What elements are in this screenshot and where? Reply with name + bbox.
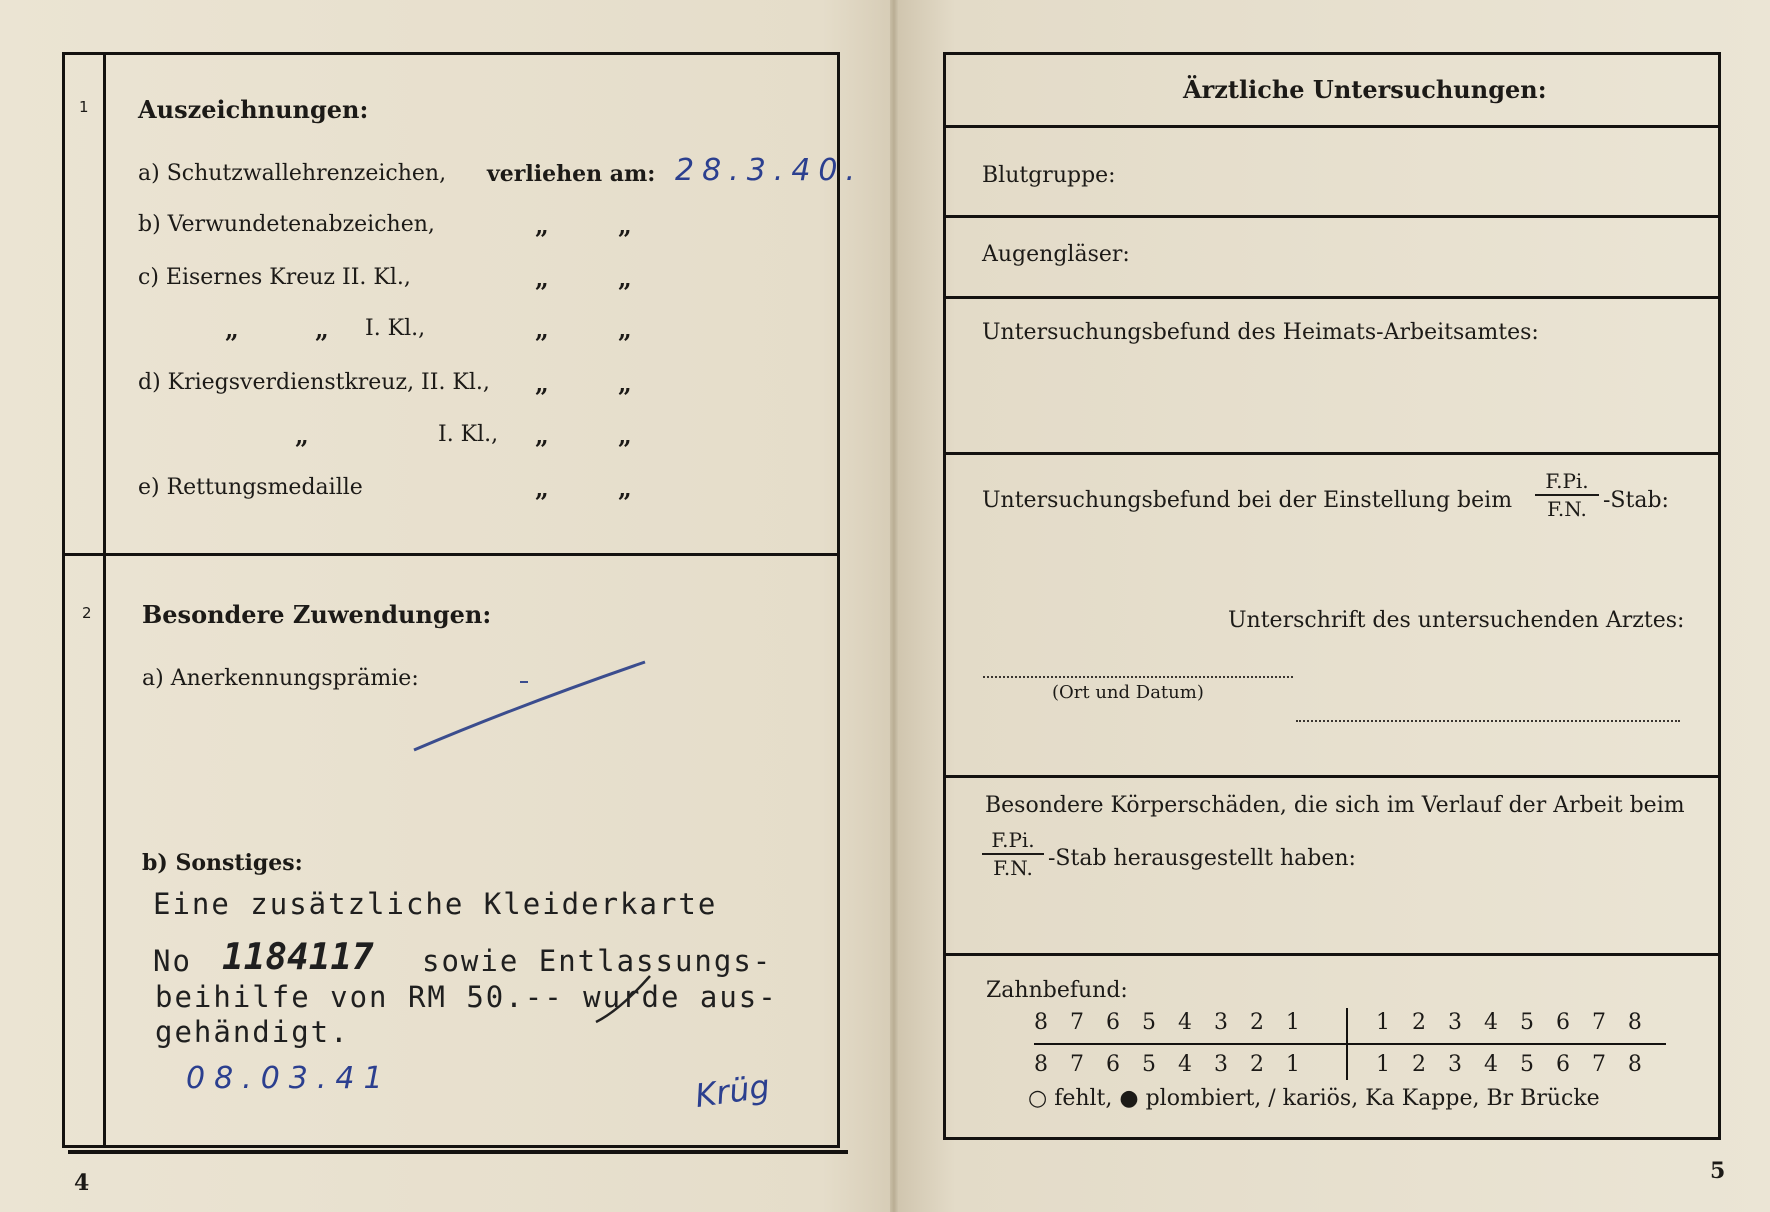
- special-allowances-heading: Besondere Zuwendungen:: [142, 600, 492, 629]
- award-row-a: a) Schutzwallehrenzeichen,: [138, 161, 447, 186]
- hiring-finding-label: Untersuchungsbefund bei der Einstellung beim: [982, 488, 1513, 513]
- fraction-bottom: F.N.: [993, 856, 1033, 880]
- recognition-bonus-label: a) Anerkennungsprämie:: [142, 666, 419, 691]
- ditto-mark: „: [535, 369, 549, 398]
- right-divider-5: [943, 775, 1721, 778]
- ditto-mark: „: [618, 474, 632, 503]
- glasses-label: Augengläser:: [982, 242, 1130, 267]
- injuries-label-line-1: Besondere Körperschäden, die sich im Verlauf der Arbeit beim: [985, 793, 1685, 818]
- left-number-column-divider: [103, 52, 106, 1148]
- ditto-mark: „: [295, 421, 309, 450]
- section-1-number: 1: [79, 98, 89, 116]
- handwritten-signature: Krüg: [692, 1066, 773, 1116]
- fraction-top: F.Pi.: [1545, 469, 1589, 493]
- award-row-c-first-class: I. Kl.,: [365, 316, 426, 341]
- handwritten-date: 08.03.41: [186, 1061, 392, 1096]
- teeth-vertical-rule: [1346, 1008, 1348, 1080]
- upper-teeth-left: 8 7 6 5 4 3 2 1: [1034, 1010, 1300, 1035]
- ditto-mark: „: [618, 421, 632, 450]
- right-divider-4: [943, 452, 1721, 455]
- typed-line-3: beihilfe von RM 50.-- wurde aus-: [155, 980, 778, 1014]
- typed-line-2: sowie Entlassungs-: [422, 944, 773, 978]
- fraction-bottom: F.N.: [1547, 497, 1587, 521]
- ditto-mark: „: [225, 315, 239, 344]
- fraction-bar: [982, 853, 1044, 855]
- ditto-mark: „: [618, 264, 632, 293]
- award-row-c: c) Eisernes Kreuz II. Kl.,: [138, 265, 411, 290]
- ditto-mark: „: [618, 211, 632, 240]
- strike-through-line: [400, 650, 660, 760]
- left-section-divider: [62, 553, 840, 556]
- ditto-mark: „: [535, 211, 549, 240]
- doctor-signature-label: Unterschrift des untersuchenden Arztes:: [1228, 608, 1685, 633]
- ditto-mark: „: [618, 369, 632, 398]
- fraction-top: F.Pi.: [991, 828, 1035, 852]
- book-gutter: [890, 0, 898, 1212]
- right-divider-3: [943, 296, 1721, 299]
- lower-teeth-right: 1 2 3 4 5 6 7 8: [1376, 1052, 1642, 1077]
- award-row-b: b) Verwundetenabzeichen,: [138, 212, 435, 237]
- place-date-label: (Ort und Datum): [1052, 682, 1204, 703]
- right-divider-6: [943, 953, 1721, 956]
- typed-line-1: Eine zusätzliche Kleiderkarte: [153, 887, 718, 921]
- injuries-label-line-2: -Stab herausgestellt haben:: [1048, 846, 1356, 871]
- section-2-number: 2: [82, 604, 92, 622]
- award-row-d: d) Kriegsverdienstkreuz, II. Kl.,: [138, 370, 490, 395]
- left-bottom-rule: [68, 1150, 848, 1154]
- signature-line: [1296, 720, 1680, 722]
- awards-heading: Auszeichnungen:: [138, 95, 369, 124]
- hiring-fraction: [1535, 471, 1599, 519]
- typed-card-number: 1184117: [222, 937, 374, 978]
- right-divider-1: [943, 125, 1721, 128]
- ditto-mark: „: [535, 474, 549, 503]
- home-office-finding-label: Untersuchungsbefund des Heimats-Arbeitsamtes:: [982, 320, 1539, 345]
- right-divider-2: [943, 215, 1721, 218]
- page-number-right: 5: [1710, 1158, 1726, 1184]
- ditto-mark: „: [535, 315, 549, 344]
- awarded-date-handwritten: 28.3.40.: [675, 153, 864, 188]
- upper-teeth-right: 1 2 3 4 5 6 7 8: [1376, 1010, 1642, 1035]
- handwritten-check-mark: [590, 970, 660, 1030]
- teeth-horizontal-rule: [1034, 1043, 1666, 1045]
- teeth-heading: Zahnbefund:: [986, 978, 1128, 1003]
- ditto-mark: „: [535, 421, 549, 450]
- page-number-left: 4: [74, 1170, 90, 1196]
- typed-no-label: No: [153, 944, 192, 978]
- medical-exams-heading: Ärztliche Untersuchungen:: [1183, 75, 1547, 104]
- ditto-mark: „: [618, 315, 632, 344]
- awarded-on-label: verliehen am:: [487, 161, 656, 187]
- award-row-e: e) Rettungsmedaille: [138, 475, 363, 500]
- lower-teeth-left: 8 7 6 5 4 3 2 1: [1034, 1052, 1300, 1077]
- typed-line-4: gehändigt.: [155, 1015, 350, 1049]
- injuries-fraction: [982, 830, 1044, 878]
- other-label: b) Sonstiges:: [142, 850, 303, 876]
- ditto-mark: „: [535, 264, 549, 293]
- place-date-line: [983, 676, 1293, 678]
- hiring-finding-suffix: -Stab:: [1603, 488, 1669, 513]
- award-row-d-first-class: I. Kl.,: [438, 422, 499, 447]
- teeth-legend: ○ fehlt, ● plombiert, / kariös, Ka Kappe, Br Brücke: [1028, 1086, 1600, 1111]
- ditto-mark: „: [315, 315, 329, 344]
- fraction-bar: [1535, 494, 1599, 496]
- blood-group-label: Blutgruppe:: [982, 163, 1116, 188]
